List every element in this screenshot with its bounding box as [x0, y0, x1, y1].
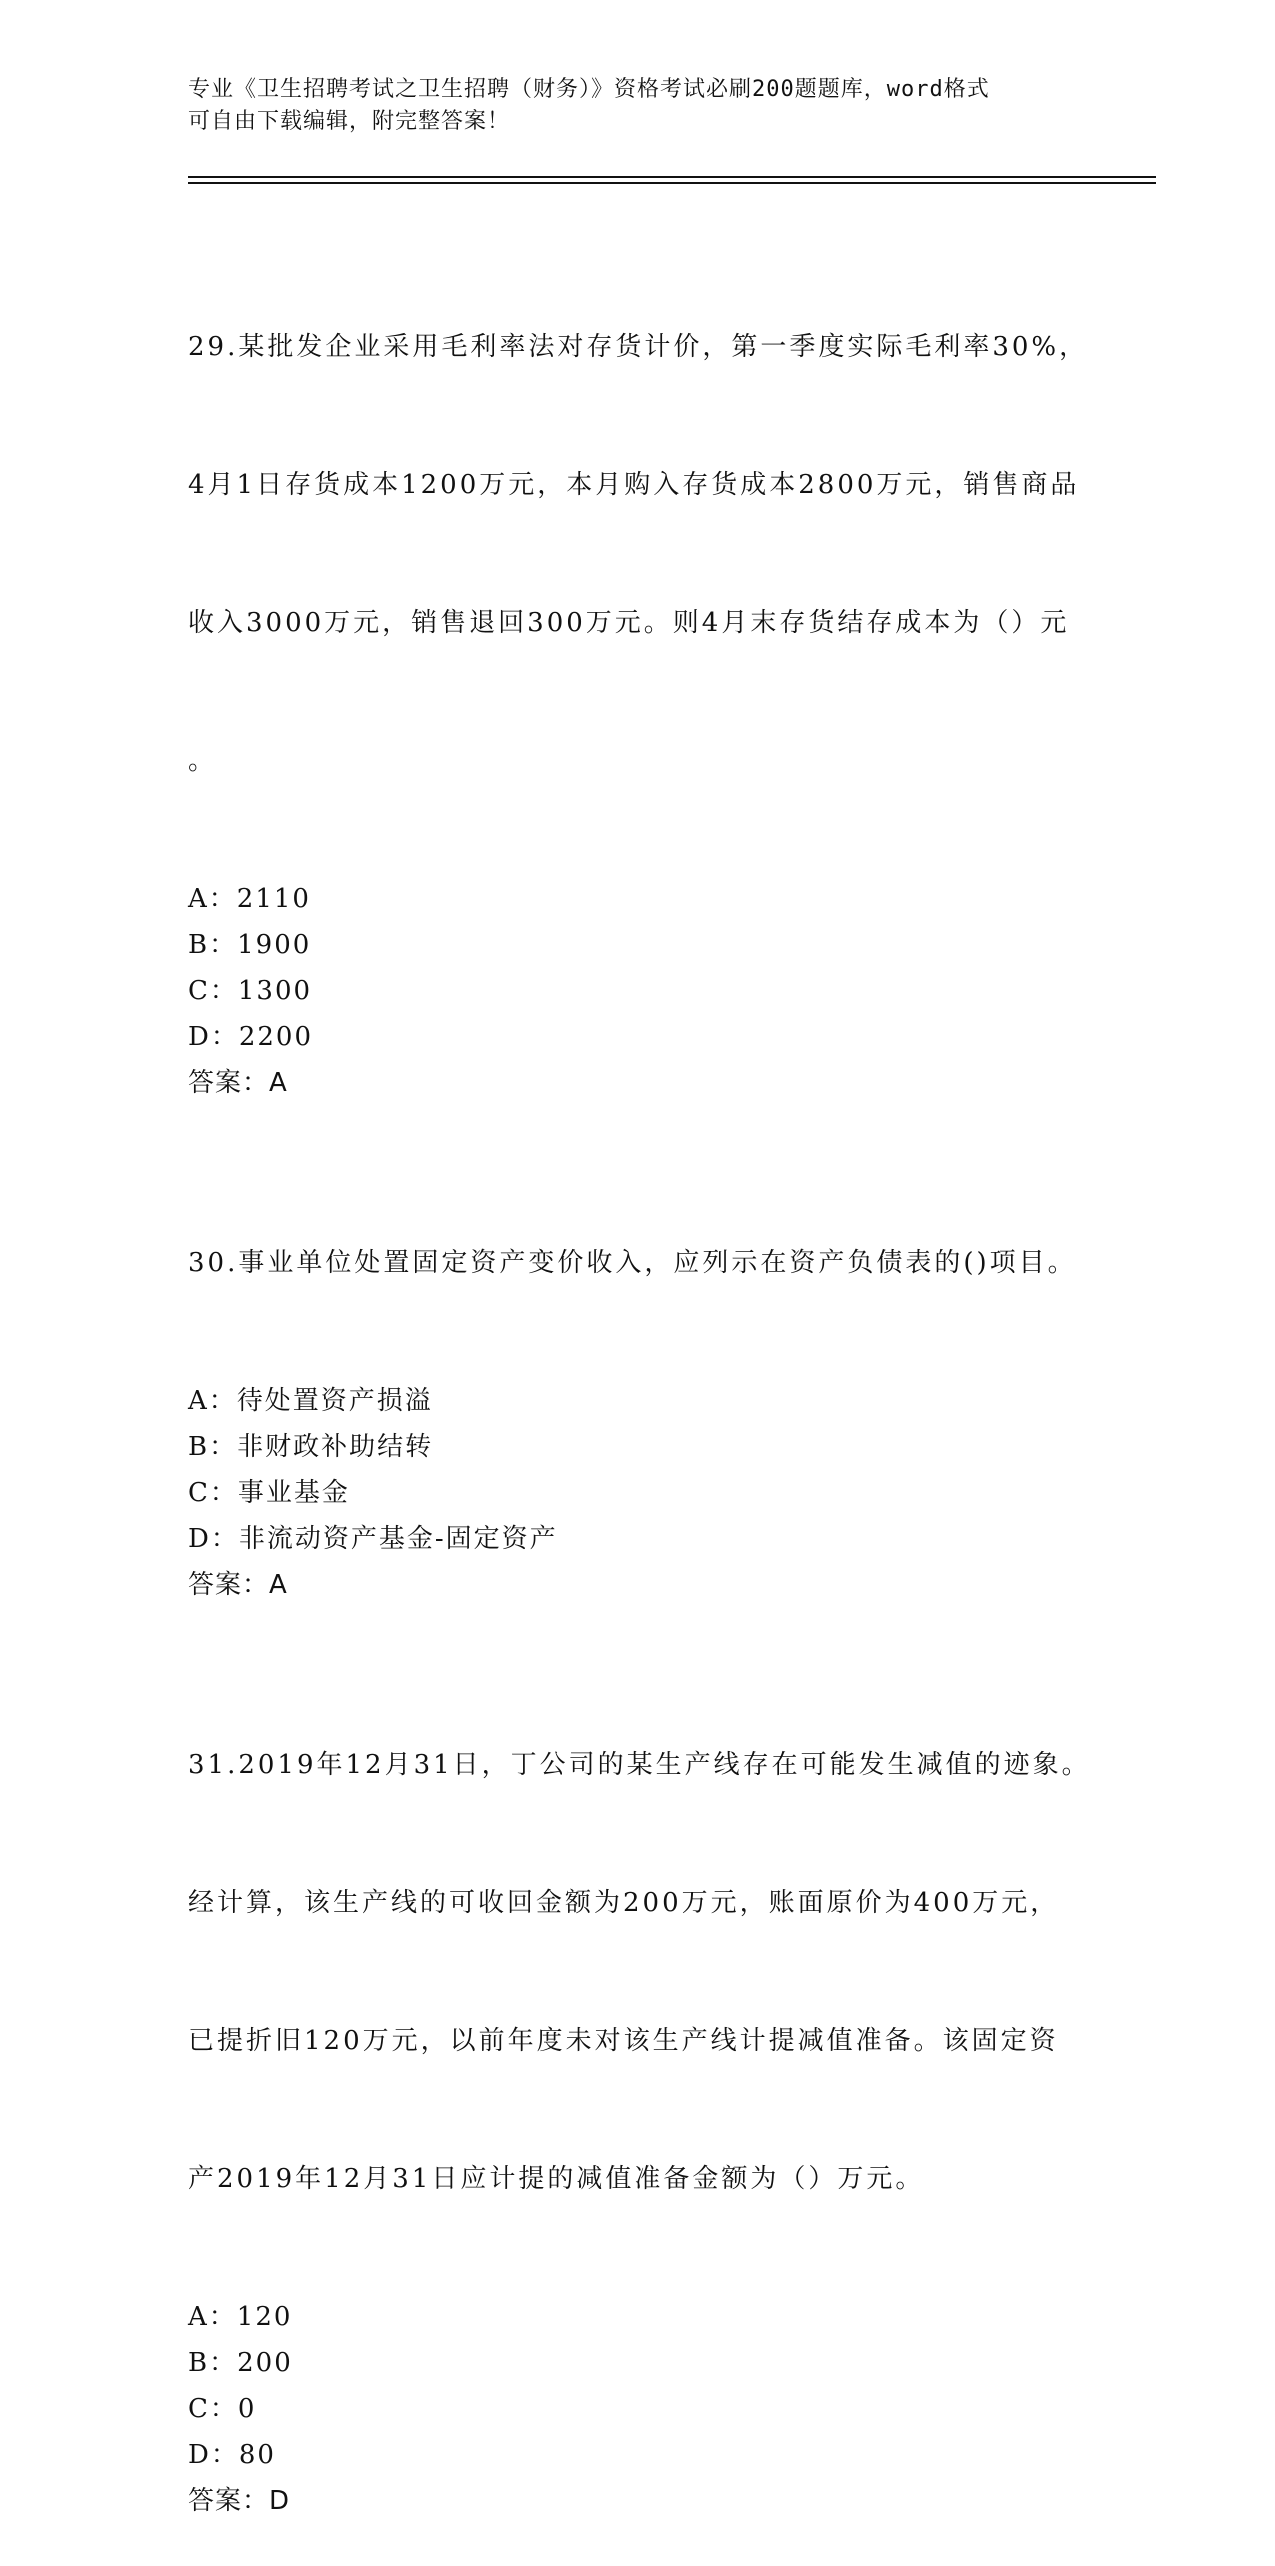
header-divider-bottom: [188, 182, 1156, 184]
question-list: [188, 232, 1093, 2566]
stem-line: 经计算，该生产线的可收回金额为200万元，账面原价为400万元，: [188, 1888, 1060, 1918]
stem-line: 4月1日存货成本1200万元，本月购入存货成本2800万元，销售商品: [188, 470, 1080, 500]
question-stem: [188, 1650, 1093, 2294]
stem-line: 产2019年12月31日应计提的减值准备金额为（）万元。: [188, 2164, 925, 2194]
question-29: [188, 232, 1093, 1106]
option-c: C：1300: [188, 976, 313, 1006]
option-b: B：200: [188, 2348, 293, 2378]
answer-line: 答案：A: [188, 1570, 288, 1600]
option-a: A：120: [188, 2302, 293, 2332]
option-c: C：0: [188, 2394, 257, 2424]
answer-line: 答案：D: [188, 2486, 291, 2516]
option-b: B：1900: [188, 930, 312, 960]
option-d: D：非流动资产基金-固定资产: [188, 1524, 558, 1554]
stem-line: 30.事业单位处置固定资产变价收入，应列示在资产负债表的()项目。: [188, 1248, 1077, 1278]
header-divider-top: [188, 176, 1156, 178]
header-line-1: 专业《卫生招聘考试之卫生招聘（财务）》资格考试必刷200题题库，word格式: [188, 77, 990, 102]
question-31: [188, 1650, 1093, 2524]
question-30: [188, 1148, 1093, 1608]
question-stem: [188, 232, 1093, 876]
option-c: C：事业基金: [188, 1478, 350, 1508]
option-b: B：非财政补助结转: [188, 1432, 434, 1462]
stem-line: 收入3000万元，销售退回300万元。则4月末存货结存成本为（）元: [188, 608, 1070, 638]
question-stem: [188, 1148, 1093, 1378]
document-header: [188, 74, 1068, 138]
stem-line: 。: [188, 746, 218, 776]
header-line-2: 可自由下载编辑，附完整答案！: [188, 109, 511, 134]
option-a: A：待处置资产损溢: [188, 1386, 433, 1416]
answer-line: 答案：A: [188, 1068, 288, 1098]
stem-line: 31.2019年12月31日，丁公司的某生产线存在可能发生减值的迹象。: [188, 1750, 1091, 1780]
option-a: A：2110: [188, 884, 311, 914]
option-d: D：2200: [188, 1022, 314, 1052]
option-d: D：80: [188, 2440, 276, 2470]
stem-line: 已提折旧120万元，以前年度未对该生产线计提减值准备。该固定资: [188, 2026, 1059, 2056]
stem-line: 29.某批发企业采用毛利率法对存货计价，第一季度实际毛利率30%，: [188, 332, 1089, 362]
